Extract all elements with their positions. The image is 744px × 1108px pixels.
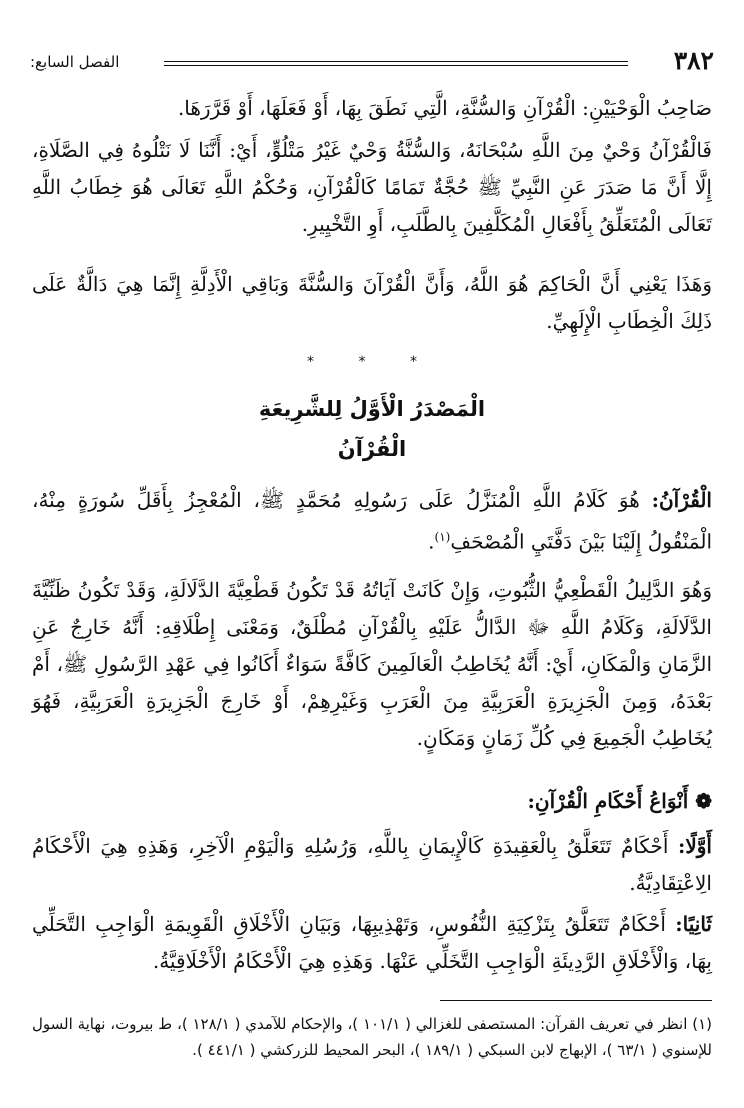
- paragraph: [32, 906, 712, 980]
- chapter-title: الفصل السابع:: [30, 53, 120, 71]
- paragraph: صَاحِبُ الْوَحْيَيْنِ: الْقُرْآنِ وَالسُّنَّةِ، الَّتِي نَطَقَ بِهَا، أَوْ فَعَلَهَا، أَوْ قَرَّرَهَا.: [177, 96, 712, 120]
- list-lead: أَوَّلًا:: [677, 834, 712, 858]
- paragraph-text: هُوَ كَلَامُ اللَّهِ الْمُنَزَّلُ عَلَى رَسُولِهِ مُحَمَّدٍ ﷺ، الْمُعْجِزُ بِأَقَلِّ سُورَةٍ مِنْهُ، الْمَنْقُولُ إِلَيْنَا بَيْنَ دَفَّتَيِ الْمُصْحَفِ: [32, 488, 712, 554]
- list-lead: ثَانِيًا:: [675, 912, 712, 936]
- term-lead: الْقُرْآنُ:: [651, 488, 712, 512]
- section-separator: * * *: [307, 354, 437, 370]
- header-rule: [164, 65, 628, 66]
- subheading: ❁ أَنْوَاعُ أَحْكَامِ الْقُرْآنِ:: [527, 789, 712, 813]
- paragraph: وَهُوَ الدَّلِيلُ الْقَطْعِيُّ الثُّبُوتِ، وَإِنْ كَانَتْ آيَاتُهُ قَدْ تَكُونُ قَطْعِيَّةَ الدَّلَالَةِ، وَقَدْ تَكُونُ ظَنِّيَّةَ الدَّلَالَةِ، وَكَلَامُ اللَّهِ ﷻ الدَّالُّ عَلَيْهِ بِالْقُرْآنِ مُطْلَقٌ، وَمَعْنَى إِطْلَاقِهِ: أَنَّهُ خَارِجٌ عَنِ الزَّمَانِ وَالْمَكَانِ، أَيْ: أَنَّهُ يُخَاطِبُ الْعَالَمِينَ كَافَّةً سَوَاءٌ أَكَانُوا فِي عَهْدِ الرَّسُولِ ﷺ، أَمْ بَعْدَهُ، وَمِنَ الْجَزِيرَةِ الْعَرَبِيَّةِ مِنَ الْعَرَبِ وَغَيْرِهِمْ، أَوْ خَارِجَ الْجَزِيرَةِ الْعَرَبِيَّةِ، فَهُوَ يُخَاطِبُ الْجَمِيعَ فِي كُلِّ زَمَانٍ وَمَكَانٍ.: [32, 578, 712, 750]
- section-title: الْمَصْدَرُ الْأَوَّلُ لِلشَّرِيعَةِ: [258, 397, 486, 421]
- paragraph-text: أَحْكَامٌ تَتَعَلَّقُ بِتَزْكِيَةِ النُّفُوسِ، وَتَهْذِيبِهَا، وَبَيَانِ الْأَخْلَاقِ الْقَوِيمَةِ الْوَاجِبِ التَّحَلِّي بِهَا، وَالْأَخْلَاقِ الرَّدِيئَةِ الْوَاجِبِ التَّخَلِّي عَنْهَا. وَهَذِهِ هِيَ الْأَحْكَامُ الْأَخْلَاقِيَّةُ.: [32, 912, 712, 973]
- page-number: ٣٨٢: [673, 46, 714, 75]
- footnote: (١) انظر في تعريف القرآن: المستصفى للغزالي ( ١٠١/١ )، والإحكام للآمدي ( ١٢٨/١ )، ط بيروت، نهاية السول للإسنوي ( ٦٣/١ )، الإبهاج لابن السبكي ( ١٨٩/١ )، البحر المحيط للزركشي ( ٤٤١/١ ).: [32, 1015, 712, 1059]
- footnote-ref[interactable]: (١): [434, 530, 451, 544]
- paragraph: وَهَذَا يَعْنِي أَنَّ الْحَاكِمَ هُوَ اللَّهُ، وَأَنَّ الْقُرْآنَ وَالسُّنَّةَ وَبَاقِي الْأَدِلَّةِ إِنَّمَا هِيَ دَالَّةٌ عَلَى ذَلِكَ الْخِطَابِ الْإِلَهِيِّ.: [32, 272, 712, 333]
- header-rule: [164, 61, 628, 62]
- paragraph: [32, 828, 712, 902]
- paragraph: [32, 482, 712, 561]
- section-subtitle: الْقُرْآنُ: [337, 437, 407, 461]
- paragraph: فَالْقُرْآنُ وَحْيٌ مِنَ اللَّهِ سُبْحَانَهُ، وَالسُّنَّةُ وَحْيٌ غَيْرُ مَتْلُوٍّ، أَيْ: أَنَّنَا لَا نَتْلُوهُ فِي الصَّلَاةِ، إِلَّا أَنَّ مَا صَدَرَ عَنِ النَّبِيِّ ﷺ حُجَّةٌ تَمَامًا كَالْقُرْآنِ، وَحُكْمُ اللَّهِ تَعَالَى هُوَ خِطَابُ اللَّهِ تَعَالَى الْمُتَعَلِّقُ بِأَفْعَالِ الْمُكَلَّفِينَ بِالطَّلَبِ، أَوِ التَّخْيِيرِ.: [32, 138, 712, 236]
- footnote-rule: [440, 1000, 712, 1001]
- page-header: [30, 46, 714, 80]
- paragraph-text: أَحْكَامٌ تَتَعَلَّقُ بِالْعَقِيدَةِ كَالْإِيمَانِ بِاللَّهِ، وَرُسُلِهِ وَالْيَوْمِ الْآخِرِ، وَهَذِهِ هِيَ الْأَحْكَامُ الِاعْتِقَادِيَّةُ.: [32, 834, 712, 895]
- paragraph-end: .: [428, 529, 435, 554]
